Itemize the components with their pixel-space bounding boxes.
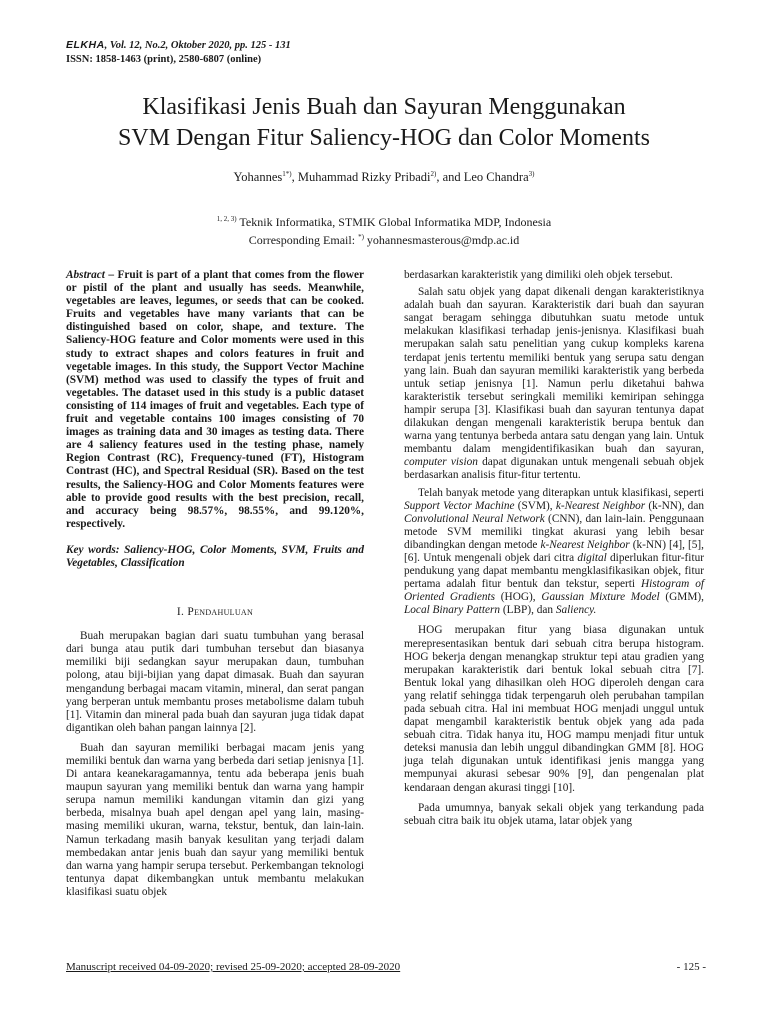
right-paragraph-2: Telah banyak metode yang diterapkan untuk klasifikasi, seperti Support Vector Machine (SVM), k-Nearest Neighbor (k-NN), dan Convolutional Neural Network (CNN), dan lain-lain. Penggunaan metode SVM memiliki tingkat akurasi yang lebih besar dibandingkan dengan metode k-Nearest Neighbor (k-NN) [4], [5], [6]. Untuk mengenali objek dari citra digital diperlukan fitur-fitur pendukung yang dapat membantu mengklasifikasikan objek, fitur pertama adalah fitur bentuk dan tekstur, seperti Histogram of Oriented Gradients (HOG), Gaussian Mixture Model (GMM), Local Binary Pattern (LBP), dan Saliency. (404, 486, 704, 617)
author-list (0, 170, 768, 185)
author-3: , and Leo Chandra (436, 170, 529, 184)
paper-title (0, 92, 768, 154)
corresponding-email: yohannesmasterous@mdp.ac.id (363, 233, 520, 247)
email-label: Corresponding Email: (248, 233, 359, 247)
title-line-1: Klasifikasi Jenis Buah dan Sayuran Menggunakan (142, 94, 626, 120)
author-1: Yohannes (233, 170, 283, 184)
author-2-sup: 2) (430, 169, 437, 178)
left-column (66, 269, 364, 899)
intro-paragraph-1: Buah merupakan bagian dari suatu tumbuhan yang berasal dari bunga atau putik dari tumbuhan tersebut dan biasanya memiliki biji sedangkan sayur merupakan daun, tumbuhan polong, atau biji-bijian yang dapat dimasak. Buah dan sayuran mengandung berbagai macam vitamin, mineral, dan serat pangan yang berperan untuk membantu proses metabolisme dalam tubuh [1]. Vitamin dan mineral pada buah dan sayuran juga tidak dapat digantikan oleh bahan pangan lainnya [2]. (66, 630, 364, 734)
right-column (404, 269, 704, 828)
author-2: , Muhammad Rizky Pribadi (291, 170, 431, 184)
title-line-2: SVM Dengan Fitur Saliency-HOG dan Color Moments (118, 125, 650, 151)
email-sup: *) (358, 233, 364, 241)
abstract-text: – Fruit is part of a plant that comes from the flower or pistil of the plant and usually has seeds. Meanwhile, vegetables are leaves, legumes, or seeds that can be cooked. Fruits and vegetables have many variants that can be distinguished based on color, shape, and texture. The Saliency-HOG feature and Color moments were used in this study to extract shapes and colors features in fruit and vegetable images. In this study, the Support Vector Machine (SVM) method was used to classify the types of fruit and vegetables. The dataset used in this study is a public dataset consisting of 114 images of fruit and vegetables. Each type of fruit and vegetable contains 100 images consisting of 70 images as training data and 30 images as testing data. There are 4 saliency features used in the testing phase, namely Region Contrast (RC), Frequency-tuned (FT), Histogram Contrast (HC), and Spectral Residual (SR). Based on the test results, the Saliency-HOG and Color Moments features were able to provide good results with the best precision, recall, and accuracy being 98.57%, 98.55%, and 99.120%, respectively. (66, 269, 364, 530)
section-heading (66, 606, 364, 619)
right-paragraph-1: Salah satu objek yang dapat dikenali dengan karakteristiknya adalah buah dan sayuran. Karakteristik dari buah dan sayuran sangat beragam sehingga dibutuhkan suatu metode untuk melakukan klasifikasi terhadap jenis-jenisnya. Klasifikasi buah merupakan salah satu penelitian yang cukup kompleks karena terdapat jenis tertentu memiliki bentuk yang serupa satu dengan yang lain. Buah dan sayuran memiliki karakteristik yang berbeda untuk setiap jenisnya [1]. Namun perlu diketahui bahwa karakteristik tersebut seringkali memiliki kemiripan sehingga hampir serupa [3]. Klasifikasi buah dan sayuran tentunya dapat dilakukan dengan mengenali karakteristik berupa bentuk dan warna yang tentunya berbeda antara satu dengan yang lain. Untuk membantu dalam mengidentifikasikan buah dan sayuran, computer vision dapat digunakan untuk mengenali sebuah objek berdasarkan analisis fitur-fitur tertentu. (404, 286, 705, 482)
institution: Teknik Informatika, STMIK Global Informatika MDP, Indonesia (236, 215, 552, 229)
journal-citation: , Vol. 12, No.2, Oktober 2020, pp. 125 - 131 (104, 40, 291, 51)
author-1-sup: 1*) (282, 169, 292, 178)
abstract (66, 269, 364, 531)
affiliation-sup: 1, 2, 3) (216, 215, 237, 223)
keywords: Key words: Saliency-HOG, Color Moments, SVM, Fruits and Vegetables, Classification (66, 543, 364, 569)
affiliation (0, 213, 768, 249)
page-footer (66, 961, 706, 973)
issn: ISSN: 1858-1463 (print), 2580-6807 (online) (66, 54, 262, 65)
section-number: I. (176, 606, 185, 619)
right-paragraph-0: berdasarkan karakteristik yang dimiliki oleh objek tersebut. (404, 269, 673, 281)
journal-header (66, 38, 291, 67)
journal-logo: ELKHA (66, 39, 105, 51)
right-paragraph-4: Pada umumnya, banyak sekali objek yang terkandung pada sebuah citra baik itu objek utama, latar objek yang (404, 801, 704, 827)
manuscript-dates: Manuscript received 04-09-2020; revised 25-09-2020; accepted 28-09-2020 (66, 961, 401, 973)
right-paragraph-3: HOG merupakan fitur yang biasa digunakan untuk merepresentasikan bentuk dari sebuah citra berupa histogram. HOG bekerja dengan menangkap struktur tepi atau gradien yang merupakan karakteristik dari bentuk lokal sebuah citra [7]. Bentuk lokal yang dihasilkan oleh HOG diperoleh dengan cara yang relatif sehingga tidak terpengaruh oleh perubahan tampilan pada sebuah citra. Hal ini membuat HOG menjadi unggul untuk dapat mengambil karakteristik bentuk objek yang ada pada sebuah citra. Tidak hanya itu, HOG mampu menjadi fitur untuk deteksi manusia dan lebih unggul dibandingkan GMM [8]. HOG juga telah digunakan untuk identifikasi jenis mangga yang mempunyai akurasi sebesar 90% [9], dan pengenalan plat kendaraan dengan akurasi tinggi [10]. (404, 624, 704, 794)
abstract-label: Abstract (66, 269, 105, 281)
author-3-sup: 3) (528, 169, 535, 178)
page-number: - 125 - (676, 961, 706, 973)
section-title: Pendahuluan (187, 606, 254, 619)
intro-paragraph-2: Buah dan sayuran memiliki berbagai macam jenis yang memiliki bentuk dan warna yang berbeda dari setiap jenisnya [1]. Di antara keanekaragamannya, tentu ada beberapa jenis buah maupun sayuran yang memiliki bentuk dan warna yang hampir serupa namun memiliki kandungan vitamin dan gizi yang berbeda, misalnya buah apel dengan apel yang lain, masing-masing memiliki ukuran, warna, tekstur, bentuk, dan lain-lain. Namun terkadang masih banyak kesulitan yang terjadi dalam membedakan antar jenis buah dan sayur yang memiliki bentuk dan warna yang hampir serupa tersebut. Perkembangan teknologi tentunya dapat dikembangkan untuk membantu melakukan klasifikasi suatu objek (66, 741, 364, 898)
